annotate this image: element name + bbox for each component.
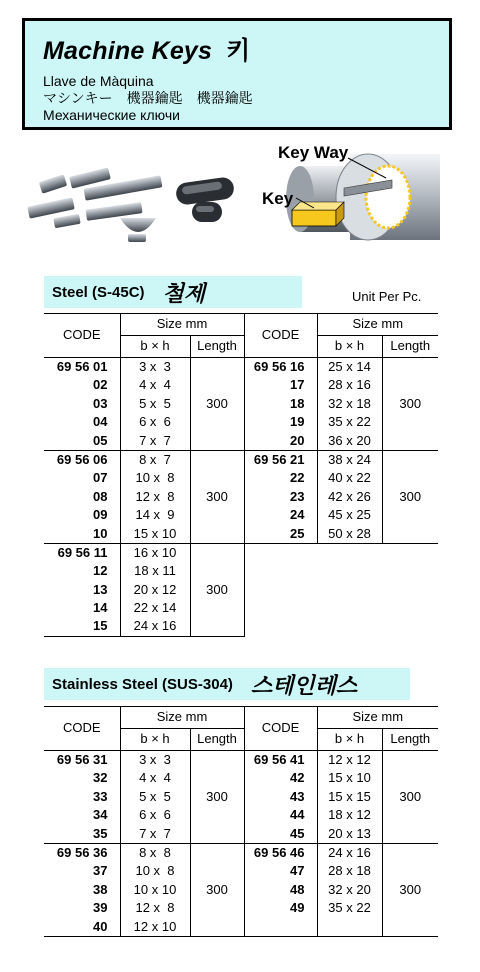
size-value: 28 x 18	[328, 863, 371, 879]
keyway-diagram	[286, 154, 440, 240]
size-cell	[317, 843, 382, 936]
code-value: 12	[93, 563, 108, 579]
code-value: 34	[93, 807, 108, 823]
code-value: 69 56 31	[56, 752, 108, 767]
header-length: Length	[190, 336, 244, 358]
size-value: 3 x 3	[139, 752, 171, 767]
steel-spec-table	[44, 313, 438, 637]
steel-title: Steel (S-45C)	[52, 283, 145, 301]
code-value: 69 56 36	[56, 844, 108, 860]
table-row	[44, 358, 438, 451]
code-value: 09	[93, 507, 108, 523]
length-cell: 300	[190, 450, 244, 543]
title-chinese-2: 機器鑰匙	[196, 90, 253, 106]
code-value: 07	[93, 470, 108, 486]
code-value: 38	[93, 881, 108, 897]
code-value: 69 56 11	[57, 544, 108, 560]
size-value: 10 x 8	[135, 863, 175, 879]
code-value: 47	[290, 863, 305, 879]
header-code: CODE	[244, 314, 317, 358]
length-cell: 300	[382, 751, 438, 844]
size-value: 22 x 14	[133, 600, 177, 616]
code-value: 42	[290, 770, 305, 786]
title-korean: 키	[226, 36, 251, 65]
code-value: 45	[290, 825, 305, 841]
size-value: 35 x 22	[328, 414, 371, 430]
size-cell	[317, 751, 382, 844]
title-asian-line	[43, 90, 433, 107]
size-cell	[317, 358, 382, 451]
size-cell	[317, 450, 382, 543]
size-value: 7 x 7	[139, 825, 171, 841]
size-value: 32 x 20	[328, 881, 371, 897]
code-value: 69 56 41	[253, 752, 305, 767]
size-value: 3 x 3	[139, 359, 171, 374]
header-code: CODE	[44, 314, 120, 358]
stainless-spec-table	[44, 706, 438, 937]
size-value: 25 x 14	[328, 359, 371, 374]
size-cell	[120, 843, 190, 936]
code-value: 25	[290, 525, 305, 541]
length-cell	[382, 543, 438, 636]
size-value: 15 x 10	[328, 770, 371, 786]
code-value: 33	[93, 788, 108, 804]
length-cell: 300	[190, 543, 244, 636]
code-value: 10	[93, 525, 108, 541]
size-value: 14 x 9	[135, 507, 175, 523]
length-cell: 300	[190, 843, 244, 936]
table-row	[44, 751, 438, 844]
unit-note: Unit Per Pc.	[352, 289, 422, 304]
size-cell	[120, 751, 190, 844]
size-value: 20 x 13	[328, 825, 371, 841]
size-value: 36 x 20	[328, 432, 371, 448]
code-value: 69 56 46	[253, 844, 305, 860]
size-value: 28 x 16	[328, 377, 371, 393]
code-value: 43	[290, 788, 305, 804]
code-value: 19	[290, 414, 305, 430]
size-value: 8 x 8	[139, 844, 171, 860]
length-cell: 300	[382, 843, 438, 936]
size-value: 5 x 5	[139, 395, 171, 411]
size-value: 42 x 26	[328, 488, 371, 504]
code-value: 40	[93, 918, 108, 934]
code-cell	[244, 450, 317, 543]
code-value: 18	[290, 395, 305, 411]
title-english: Machine Keys	[43, 37, 213, 65]
header-size: Size mm	[317, 314, 438, 336]
size-value: 20 x 12	[133, 581, 177, 597]
code-value: 22	[290, 470, 305, 486]
size-value: 15 x 15	[328, 788, 371, 804]
key-way-label: Key Way	[278, 143, 349, 162]
header-length: Length	[190, 729, 244, 751]
size-value: 6 x 6	[139, 807, 171, 823]
size-cell	[317, 543, 382, 636]
code-value: 44	[290, 807, 305, 823]
header-bxh: b × h	[120, 729, 190, 751]
size-value: 4 x 4	[139, 377, 171, 393]
title-box	[22, 18, 452, 130]
keys-photo	[27, 167, 235, 242]
size-value: 18 x 11	[134, 563, 176, 579]
size-value: 16 x 10	[133, 544, 177, 560]
size-value: 6 x 6	[139, 414, 171, 430]
size-cell	[120, 543, 190, 636]
title-japanese: マシンキー	[43, 90, 113, 106]
size-value: 12 x 8	[135, 900, 175, 916]
size-value: 10 x 10	[133, 881, 177, 897]
header-size: Size mm	[120, 314, 244, 336]
size-value: 45 x 25	[328, 507, 371, 523]
header-bxh: b × h	[120, 336, 190, 358]
code-cell	[44, 358, 120, 451]
code-value: 20	[290, 432, 305, 448]
header-size: Size mm	[317, 707, 438, 729]
steel-title-korean: 철제	[162, 281, 206, 307]
code-value: 32	[93, 770, 108, 786]
title-spanish: Llave de Màquina	[43, 73, 154, 89]
code-value: 23	[290, 488, 305, 504]
length-cell: 300	[382, 450, 438, 543]
header-bxh: b × h	[317, 729, 382, 751]
size-value: 24 x 16	[133, 618, 177, 634]
code-cell	[44, 751, 120, 844]
header-length: Length	[382, 336, 438, 358]
size-value: 32 x 18	[328, 395, 371, 411]
code-value: 15	[93, 618, 108, 634]
size-value: 12 x 12	[328, 752, 371, 767]
header-length: Length	[382, 729, 438, 751]
size-value: 5 x 5	[139, 788, 171, 804]
code-value: 39	[93, 900, 108, 916]
code-cell	[244, 843, 317, 936]
length-cell: 300	[190, 751, 244, 844]
code-value: 14	[93, 600, 108, 616]
size-value: 12 x 10	[133, 918, 177, 934]
code-value: 24	[290, 507, 305, 523]
code-value: 08	[93, 488, 108, 504]
page-title	[43, 31, 433, 67]
size-value: 15 x 10	[133, 525, 177, 541]
code-cell	[44, 543, 120, 636]
stainless-title-korean: 스테인레스	[250, 673, 358, 699]
code-value: 17	[290, 377, 305, 393]
header-code: CODE	[244, 707, 317, 751]
size-value: 50 x 28	[328, 525, 371, 541]
code-cell	[244, 543, 317, 636]
code-value: 48	[290, 881, 305, 897]
code-value: 37	[93, 863, 108, 879]
header-size: Size mm	[120, 707, 244, 729]
stainless-title: Stainless Steel (SUS-304)	[52, 675, 233, 693]
size-value: 38 x 24	[328, 451, 371, 467]
code-value: 69 56 01	[56, 359, 108, 374]
code-value: 13	[93, 581, 108, 597]
table-row	[44, 450, 438, 543]
size-value: 40 x 22	[328, 470, 371, 486]
product-illustration	[0, 136, 480, 266]
size-value: 8 x 7	[139, 451, 171, 467]
code-cell	[244, 751, 317, 844]
code-cell	[244, 358, 317, 451]
code-value: 05	[93, 432, 108, 448]
length-cell: 300	[190, 358, 244, 451]
table-row	[44, 843, 438, 936]
code-value: 69 56 21	[253, 451, 305, 467]
length-cell: 300	[382, 358, 438, 451]
code-value: 49	[290, 900, 305, 916]
code-value: 35	[93, 825, 108, 841]
stainless-section-header	[44, 668, 410, 700]
code-value: 04	[93, 414, 108, 430]
key-label: Key	[262, 189, 294, 208]
title-russian: Механические ключи	[43, 107, 180, 123]
size-cell	[120, 358, 190, 451]
size-value: 7 x 7	[139, 432, 171, 448]
size-value: 24 x 16	[328, 844, 371, 860]
size-cell	[120, 450, 190, 543]
code-value: 69 56 16	[253, 359, 305, 374]
size-value: 35 x 22	[328, 900, 371, 916]
header-bxh: b × h	[317, 336, 382, 358]
code-value: 03	[93, 395, 108, 411]
code-value: 02	[93, 377, 108, 393]
table-row	[44, 543, 438, 636]
size-value: 4 x 4	[139, 770, 171, 786]
header-code: CODE	[44, 707, 120, 751]
size-value: 12 x 8	[135, 488, 175, 504]
code-value: 69 56 06	[56, 451, 108, 467]
title-chinese-1: 機器鑰匙	[126, 90, 183, 106]
size-value: 10 x 8	[135, 470, 175, 486]
code-cell	[44, 450, 120, 543]
code-cell	[44, 843, 120, 936]
size-value: 18 x 12	[328, 807, 371, 823]
steel-section-header	[44, 276, 302, 308]
